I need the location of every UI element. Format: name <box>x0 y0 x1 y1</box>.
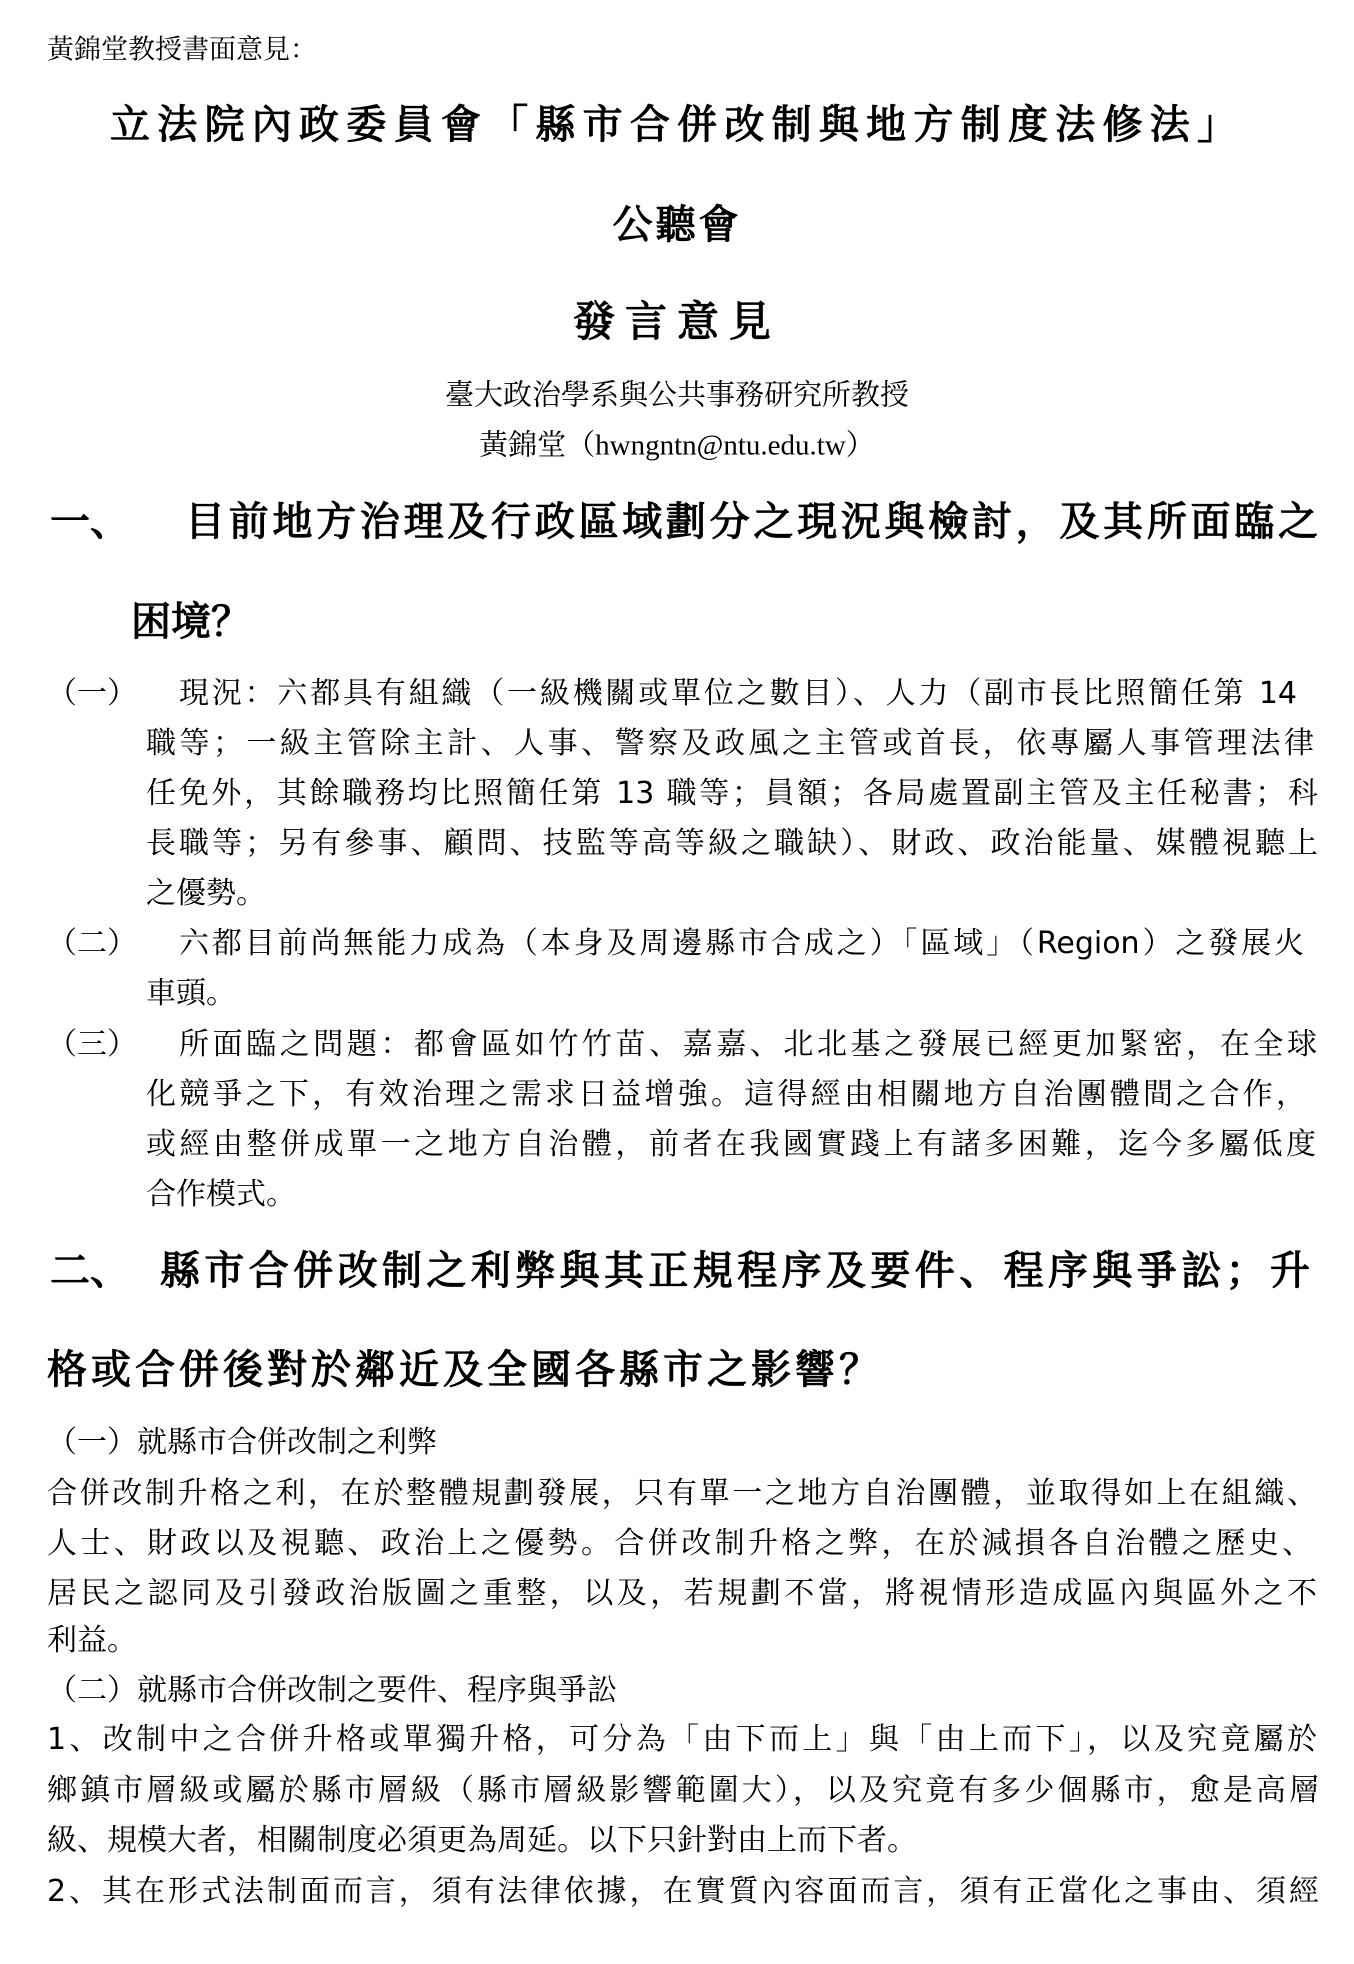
item-line: 之優勢。 <box>146 876 266 911</box>
paragraph-line: 合併改制升格之利，在於整體規劃發展，只有單一之地方自治團體，並取得如上在組織、 <box>47 1476 1317 1511</box>
document-subtitle-2: 發言意見 <box>572 297 781 346</box>
document-subtitle: 公聽會 <box>612 202 742 248</box>
item-line: 或經由整併成單一之地方自治體，前者在我國實踐上有諸多困難，迄今多屬低度 <box>146 1127 1316 1162</box>
item-label: （三） <box>47 1027 137 1062</box>
item-line: 化競爭之下，有效治理之需求日益增強。這得經由相關地方自治團體間之合作， <box>146 1077 1306 1112</box>
document-title: 立法院內政委員會「縣市合併改制與地方制度法修法」 <box>110 102 1237 148</box>
section2-number: 二、 <box>50 1248 130 1294</box>
item-line: 所面臨之問題：都會區如竹竹苗、嘉嘉、北北基之發展已經更加緊密，在全球 <box>179 1027 1317 1062</box>
section1-number: 一、 <box>50 499 130 545</box>
item-label: （二） <box>47 926 137 961</box>
item-line: 車頭。 <box>146 976 236 1011</box>
item-line: 現況：六都具有組織（一級機關或單位之數目）、人力（副市長比照簡任第 14 <box>179 676 1297 711</box>
paragraph-line: 鄉鎮市層級或屬於縣市層級（縣市層級影響範圍大），以及究竟有多少個縣市，愈是高層 <box>47 1773 1319 1808</box>
author-name-email: 黃錦堂（hwngntn@ntu.edu.tw） <box>479 429 875 462</box>
paragraph-line: 2、其在形式法制面而言，須有法律依據，在實質內容面而言，須有正當化之事由、須經 <box>47 1874 1319 1909</box>
paragraph-line: 居民之認同及引發政治版圖之重整，以及，若規劃不當，將視情形造成區內與區外之不 <box>47 1576 1317 1611</box>
paragraph-line: 人士、財政以及視聽、政治上之優勢。合併改制升格之弊，在於減損各自治體之歷史、 <box>47 1526 1312 1561</box>
paragraph-line: 利益。 <box>47 1623 137 1658</box>
item-line: 合作模式。 <box>146 1177 296 1212</box>
item-line: 職等；一級主管除主計、人事、警察及政風之主管或首長，依專屬人事管理法律 <box>146 726 1314 761</box>
item-line: 六都目前尚無能力成為（本身及周邊縣市合成之）「區域」（Region）之發展火 <box>179 926 1304 961</box>
section2-heading-cont: 格或合併後對於鄰近及全國各縣市之影響？ <box>47 1347 883 1393</box>
author-affiliation: 臺大政治學系與公共事務研究所教授 <box>444 379 909 412</box>
item-line: 長職等；另有參事、顧問、技監等高等級之職缺）、財政、政治能量、媒體視聽上 <box>146 826 1318 861</box>
section2-heading: 縣市合併改制之利弊與其正規程序及要件、程序與爭訟；升 <box>160 1248 1310 1294</box>
section1-heading-cont: 困境？ <box>131 599 251 645</box>
subsection-title: （二）就縣市合併改制之要件、程序與爭訟 <box>47 1673 617 1708</box>
item-line: 任免外，其餘職務均比照簡任第 13 職等；員額；各局處置副主管及主任秘書；科 <box>146 776 1318 811</box>
item-label: （一） <box>47 676 137 711</box>
paragraph-line: 級、規模大者，相關制度必須更為周延。以下只針對由上而下者。 <box>47 1823 917 1858</box>
header-note: 黃錦堂教授書面意見： <box>47 34 317 66</box>
section1-heading: 目前地方治理及行政區域劃分之現況與檢討，及其所面臨之 <box>185 499 1318 545</box>
paragraph-line: 1、改制中之合併升格或單獨升格，可分為「由下而上」與「由上而下」，以及究竟屬於 <box>47 1722 1317 1757</box>
subsection-title: （一）就縣市合併改制之利弊 <box>47 1425 437 1460</box>
